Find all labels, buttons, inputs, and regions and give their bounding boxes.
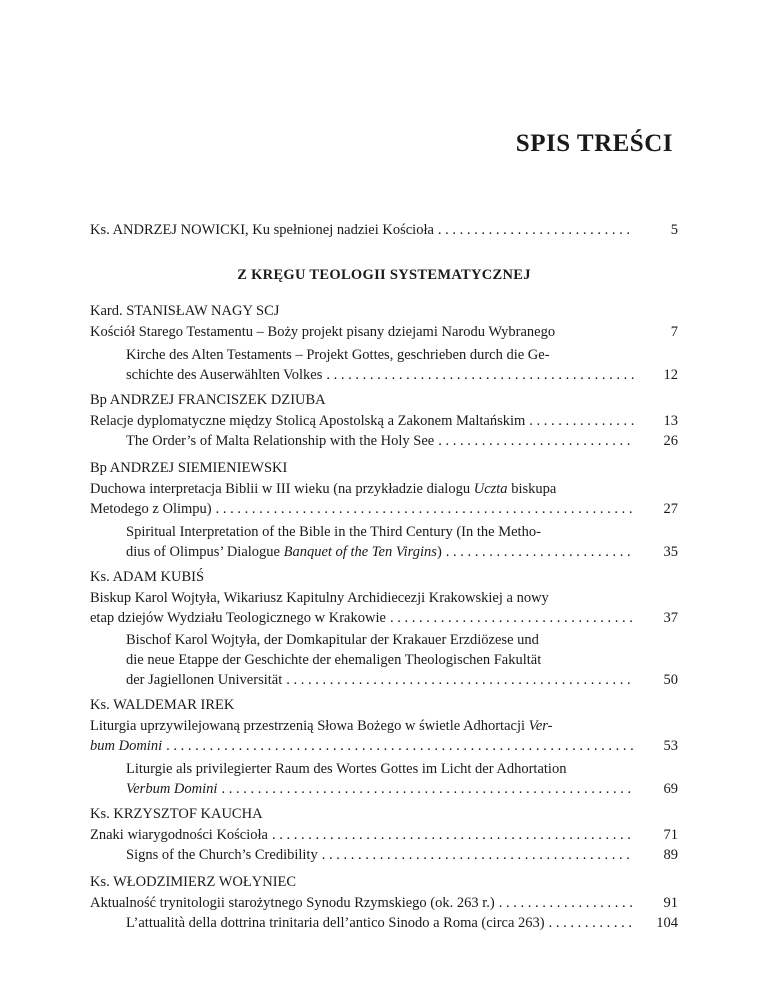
page-number: 50	[663, 672, 678, 688]
dot-leader	[166, 736, 634, 756]
page-number: 12	[663, 367, 678, 383]
toc-entry-text: schichte des Auserwählten Volkes	[126, 367, 323, 383]
toc-entry-text: biskupa	[507, 481, 557, 497]
page-number: 71	[663, 827, 678, 843]
dot-leader	[322, 845, 634, 865]
dot-leader	[216, 499, 634, 519]
page-number: 37	[663, 610, 678, 626]
toc-entry-text: Biskup Karol Wojtyła, Wikariusz Kapitulny Archidiecezji Krakowskiej a nowy	[90, 590, 549, 606]
page-number: 69	[663, 781, 678, 797]
dot-leader	[529, 411, 634, 431]
toc-subentry	[126, 845, 678, 865]
toc-entry-text: der Jagiellonen Universität	[126, 672, 283, 688]
page-number: 35	[663, 544, 678, 560]
toc-entry-text: Liturgia uprzywilejowaną przestrzenią Słowa Bożego w świetle Adhortacji	[90, 718, 529, 734]
toc-entry-text: etap dziejów Wydziału Teologicznego w Krakowie	[90, 610, 386, 626]
toc-subentry	[126, 345, 678, 385]
toc-entry-text: Duchowa interpretacja Biblii w III wieku (na przykładzie dialogu	[90, 481, 474, 497]
dot-leader	[326, 365, 634, 385]
toc-entry	[90, 479, 678, 519]
author-name: Ks. KRZYSZTOF KAUCHA	[90, 806, 263, 822]
dot-leader	[286, 670, 634, 690]
toc-entry	[90, 825, 678, 845]
toc-entry-text: Kirche des Alten Testaments – Projekt Gottes, geschrieben durch die Ge-	[126, 347, 550, 363]
author-name: Bp ANDRZEJ FRANCISZEK DZIUBA	[90, 392, 326, 408]
toc-entry-intro	[90, 220, 678, 240]
author-name: Ks. WALDEMAR IREK	[90, 697, 235, 713]
toc-entry-text: Spiritual Interpretation of the Bible in the Third Century (In the Metho-	[126, 524, 541, 540]
dot-leader	[272, 825, 634, 845]
toc-entry	[90, 716, 678, 756]
toc-subentry	[126, 431, 678, 451]
page-number: 13	[663, 413, 678, 429]
toc-entry	[90, 893, 678, 913]
dot-leader	[390, 608, 634, 628]
page-number: 104	[656, 915, 678, 931]
toc-entry-text-italic: Banquet of the Ten Virgins	[283, 544, 437, 560]
toc-entry-text: die neue Etappe der Geschichte der ehemaligen Theologischen Fakultät	[126, 652, 542, 668]
author-name: Ks. WŁODZIMIERZ WOŁYNIEC	[90, 874, 297, 890]
toc-entry-text: Metodego z Olimpu)	[90, 501, 212, 517]
toc-entry-text: L’attualità della dottrina trinitaria dell’antico Sinodo a Roma (circa 263)	[126, 915, 545, 931]
toc-entry-text: Liturgie als privilegierter Raum des Wortes Gottes im Licht der Adhortation	[126, 761, 567, 777]
toc-entry-text: Signs of the Church’s Credibility	[126, 847, 318, 863]
author-name: Ks. ADAM KUBIŚ	[90, 569, 205, 585]
dot-leader	[438, 220, 634, 240]
toc-entry-text: Bischof Karol Wojtyła, der Domkapitular der Krakauer Erzdiözese und	[126, 632, 539, 648]
toc-entry-text: Relacje dyplomatyczne między Stolicą Apostolską a Zakonem Maltańskim	[90, 413, 526, 429]
toc-subentry	[126, 913, 678, 933]
toc-entry-text: Znaki wiarygodności Kościoła	[90, 827, 268, 843]
page-number: 91	[663, 895, 678, 911]
page-number: 26	[663, 433, 678, 449]
page-number: 7	[670, 324, 678, 340]
toc-entry-text-italic: Verbum Domini	[126, 781, 218, 797]
dot-leader	[446, 542, 634, 562]
toc-entry-text: Aktualność trynitologii starożytnego Synodu Rzymskiego (ok. 263 r.)	[90, 895, 495, 911]
toc-entry-text: The Order’s of Malta Relationship with the Holy See	[126, 433, 435, 449]
dot-leader	[549, 913, 634, 933]
toc-subentry	[126, 522, 678, 562]
toc-entry-text-italic: Ver-	[528, 718, 553, 734]
toc-subentry	[126, 759, 678, 799]
toc-entry-text-italic: Uczta	[473, 481, 508, 497]
author-name: Kard. STANISŁAW NAGY SCJ	[90, 303, 280, 319]
section-heading: Z KRĘGU TEOLOGII SYSTEMATYCZNEJ	[237, 267, 531, 283]
toc-entry	[90, 322, 678, 342]
page-number: 5	[670, 222, 678, 238]
page-number: 53	[663, 738, 678, 754]
toc-entry-text: Ks. ANDRZEJ NOWICKI, Ku spełnionej nadziei Kościoła	[90, 222, 434, 238]
dot-leader	[438, 431, 634, 451]
toc-entry	[90, 588, 678, 628]
toc-entry-text: dius of Olimpus’ Dialogue	[126, 544, 284, 560]
toc-entry-text: Kościół Starego Testamentu – Boży projekt pisany dziejami Narodu Wybranego	[90, 324, 556, 340]
toc-entry-text-italic: bum Domini	[90, 738, 163, 754]
toc-entry-text: )	[436, 544, 442, 560]
page-number: 89	[663, 847, 678, 863]
author-name: Bp ANDRZEJ SIEMIENIEWSKI	[90, 460, 288, 476]
dot-leader	[221, 779, 634, 799]
dot-leader	[499, 893, 634, 913]
page-title: SPIS TREŚCI	[515, 130, 673, 157]
toc-entry	[90, 411, 678, 431]
page-number: 27	[663, 501, 678, 517]
toc-subentry	[126, 630, 678, 690]
